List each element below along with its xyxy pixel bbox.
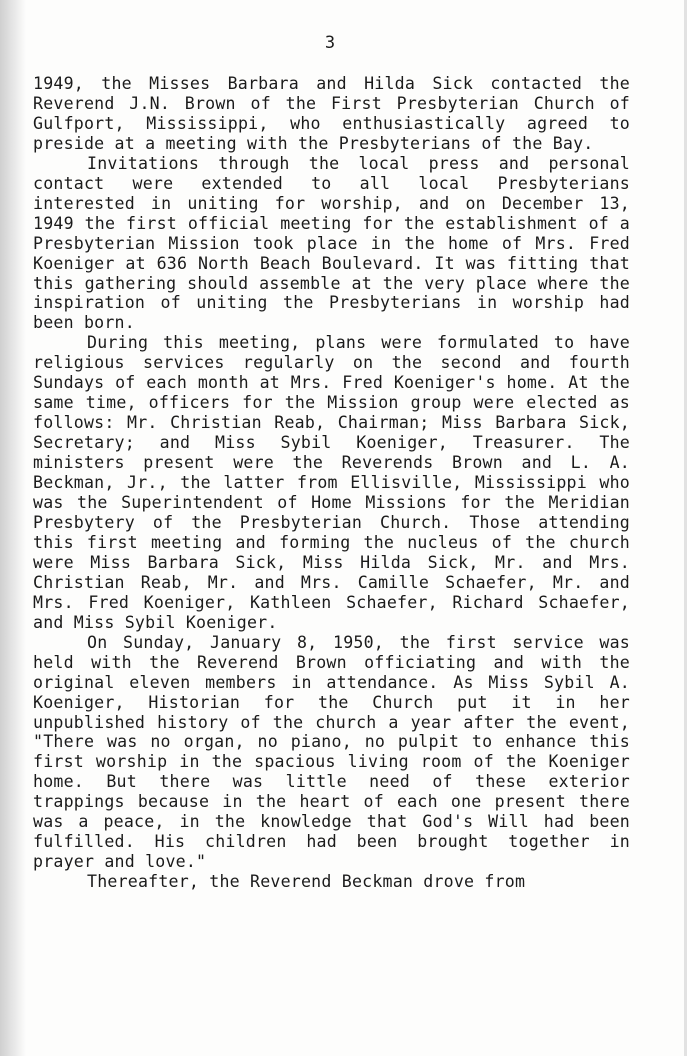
paragraph-1: 1949, the Misses Barbara and Hilda Sick contacted the Reverend J.N. Brown of the First Presbyterian Church of Gulfport, Mississippi, who enthusiastically agreed to preside at a meeting with the Presbyterians of the Bay. bbox=[33, 74, 630, 153]
page-number: 3 bbox=[324, 33, 336, 53]
paragraph-2: Invitations through the local press and personal contact were extended to all local Presbyterians interested in uniting for worship, and on December 13, 1949 the first official meeting for the establishment of a Presbyterian Mission took place in the home of Mrs. Fred Koeniger at 636 North Beach Boulevard. It was fitting that this gathering should assemble at the very place where the inspiration of uniting the Presbyterians in worship had been born. bbox=[33, 153, 630, 333]
binding-shadow bbox=[0, 0, 26, 1056]
body-text bbox=[33, 74, 630, 892]
paragraph-5: Thereafter, the Reverend Beckman drove from bbox=[87, 872, 526, 892]
paragraph-3: During this meeting, plans were formulated to have religious services regularly on the second and fourth Sundays of each month at Mrs. Fred Koeniger's home. At the same time, officers for the Mission group were elected as follows: Mr. Christian Reab, Chairman; Miss Barbara Sick, Secretary; and Miss Sybil Koeniger, Treasurer. The ministers present were the Reverends Brown and L. A. Beckman, Jr., the latter from Ellisville, Mississippi who was the Superintendent of Home Missions for the Meridian Presbytery of the Presbyterian Church. Those attending this first meeting and forming the nucleus of the church were Miss Barbara Sick, Miss Hilda Sick, Mr. and Mrs. Christian Reab, Mr. and Mrs. Camille Schaefer, Mr. and Mrs. Fred Koeniger, Kathleen Schaefer, Richard Schaefer, and Miss Sybil Koeniger. bbox=[33, 333, 630, 632]
paragraph-4: On Sunday, January 8, 1950, the first service was held with the Reverend Brown officiating and with the original eleven members in attendance. As Miss Sybil A. Koeniger, Historian for the Church put it in her unpublished history of the church a year after the event, "There was no organ, no piano, no pulpit to enhance this first worship in the spacious living room of the Koeniger home. But there was little need of these exterior trappings because in the heart of each one present there was a peace, in the knowledge that God's Will had been fulfilled. His children had been brought together in prayer and love." bbox=[33, 632, 630, 872]
